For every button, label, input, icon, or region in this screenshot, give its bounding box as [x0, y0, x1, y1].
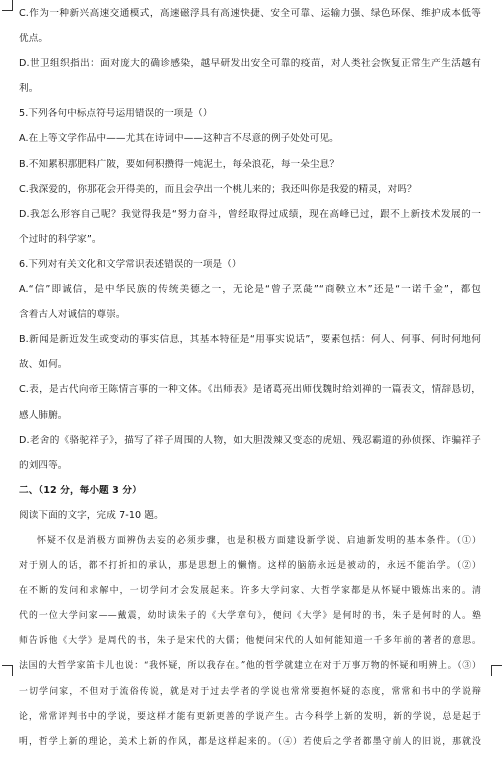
q6-option-a-line-2: 含着古人对诚信的尊崇。 — [19, 309, 126, 321]
q6-stem: 6.下列对有关文化和文学常识表述错误的一项是（） — [19, 258, 242, 270]
passage-line: 代的一位大学问家——戴震，幼时读朱子的《大学章句》，便问《大学》是何时的书，朱子是何时的人。塾 — [19, 611, 481, 622]
q6-option-c-line-1: C.表，是古代向帝王陈情言事的一种文体。《出师表》是诸葛亮出师伐魏时给刘禅的一篇表文，情辞恳切， — [19, 384, 481, 396]
q6-option-c-line-2: 感人肺腑。 — [19, 409, 68, 421]
q5-option-d-line-1: D.我怎么形容自己呢？我觉得我是“努力奋斗，曾经取得过成绩，现在高峰已过，跟不上新技术发展的一 — [19, 208, 481, 220]
crop-mark-bottom-left — [2, 665, 13, 676]
passage-line: 在不断的发问和求解中，一切学问才会发展起来。许多大学问家、大哲学家都是从怀疑中锻炼出来的。清 — [19, 586, 481, 597]
passage-line: 一切学问家，不但对于流俗传说，就是对于过去学者的学说也常常要抱怀疑的态度，常常和书中的学说辩 — [19, 686, 481, 697]
passage-line: 怀疑不仅是消极方面辨伪去妄的必须步骤，也是积极方面建设新学说、启迪新发明的基本条件。（①） — [37, 535, 481, 546]
passage-line: 法国的大哲学家笛卡儿也说：“我怀疑，所以我存在。”他的哲学就建立在对于万事万物的怀疑和明辨上。（③） — [19, 661, 481, 672]
q6-option-b-line-1: B.新闻是新近发生或变动的事实信息，其基本特征是“用事实说话”，要素包括：何人、何事、何时何地何 — [19, 334, 481, 346]
q4-option-d-line-2: 利。 — [19, 83, 39, 95]
passage-line: 论，常常评判书中的学说，要这样才能有更新更善的学说产生。古今科学上新的发明，新的学说，总是起于 — [19, 711, 481, 722]
passage-line: 师告诉他《大学》是周代的书，朱子是宋代的大儒；他便问宋代的人如何能知道一千多年前的著者的意思。 — [19, 636, 481, 647]
crop-mark-top-left — [2, 0, 13, 11]
q5-stem: 5.下列各句中标点符号运用错误的一项是（） — [19, 108, 213, 120]
q4-option-c-line-2: 优点。 — [19, 33, 49, 45]
section-2-heading: 二、（12 分，每小题 3 分） — [19, 484, 142, 496]
passage-line: 明，哲学上新的理论，美术上新的作风，都是这样起来的。（④）若使后之学者都墨守前人的旧说，那就没 — [19, 736, 481, 747]
section-2-instruction: 阅读下面的文字，完成 7-10 题。 — [19, 509, 164, 521]
q5-option-c: C.我深爱的，你那花会开得美的，而且会孕出一个桃儿来的；我还叫你是我爱的精灵，对吗？ — [19, 183, 417, 195]
q4-option-d-line-1: D.世卫组织指出：面对庞大的确诊感染，越早研发出安全可靠的疫苗，对人类社会恢复正常生产生活越有 — [19, 58, 481, 70]
crop-mark-bottom-right — [491, 665, 502, 676]
passage-line: 对于别人的话，都不打折扣的承认，那是思想上的懒惰。这样的脑筋永远是被动的，永远不能治学。（②） — [19, 561, 481, 572]
q6-option-d-line-1: D.老舍的《骆驼祥子》，描写了祥子周围的人物，如大胆泼辣又变态的虎妞、残忍霸道的孙侦探、诈骗祥子 — [19, 434, 481, 446]
q4-option-c-line-1: C.作为一种新兴高速交通模式，高速磁浮具有高速快捷、安全可靠、运输力强、绿色环保、维护成本低等 — [19, 8, 481, 19]
document-body — [19, 8, 481, 761]
q6-option-d-line-2: 的刘四等。 — [19, 459, 68, 471]
q6-option-a-line-1: A.“信”即诚信，是中华民族的传统美德之一，无论是“曾子烹彘”“商鞅立木”还是“一诺千金”，都包 — [19, 284, 481, 296]
q5-option-d-line-2: 个过时的科学家”。 — [19, 233, 102, 245]
q6-option-b-line-2: 故、如何。 — [19, 359, 68, 371]
reading-passage — [19, 535, 481, 748]
q5-option-a: A.在上等文学作品中——尤其在诗词中——这种言不尽意的例子处处可见。 — [19, 133, 339, 145]
q5-option-b: B.不知累积那肥料广陂，要如何积攒得一炖泥土，每朵浪花，每一朵尘息？ — [19, 158, 340, 170]
